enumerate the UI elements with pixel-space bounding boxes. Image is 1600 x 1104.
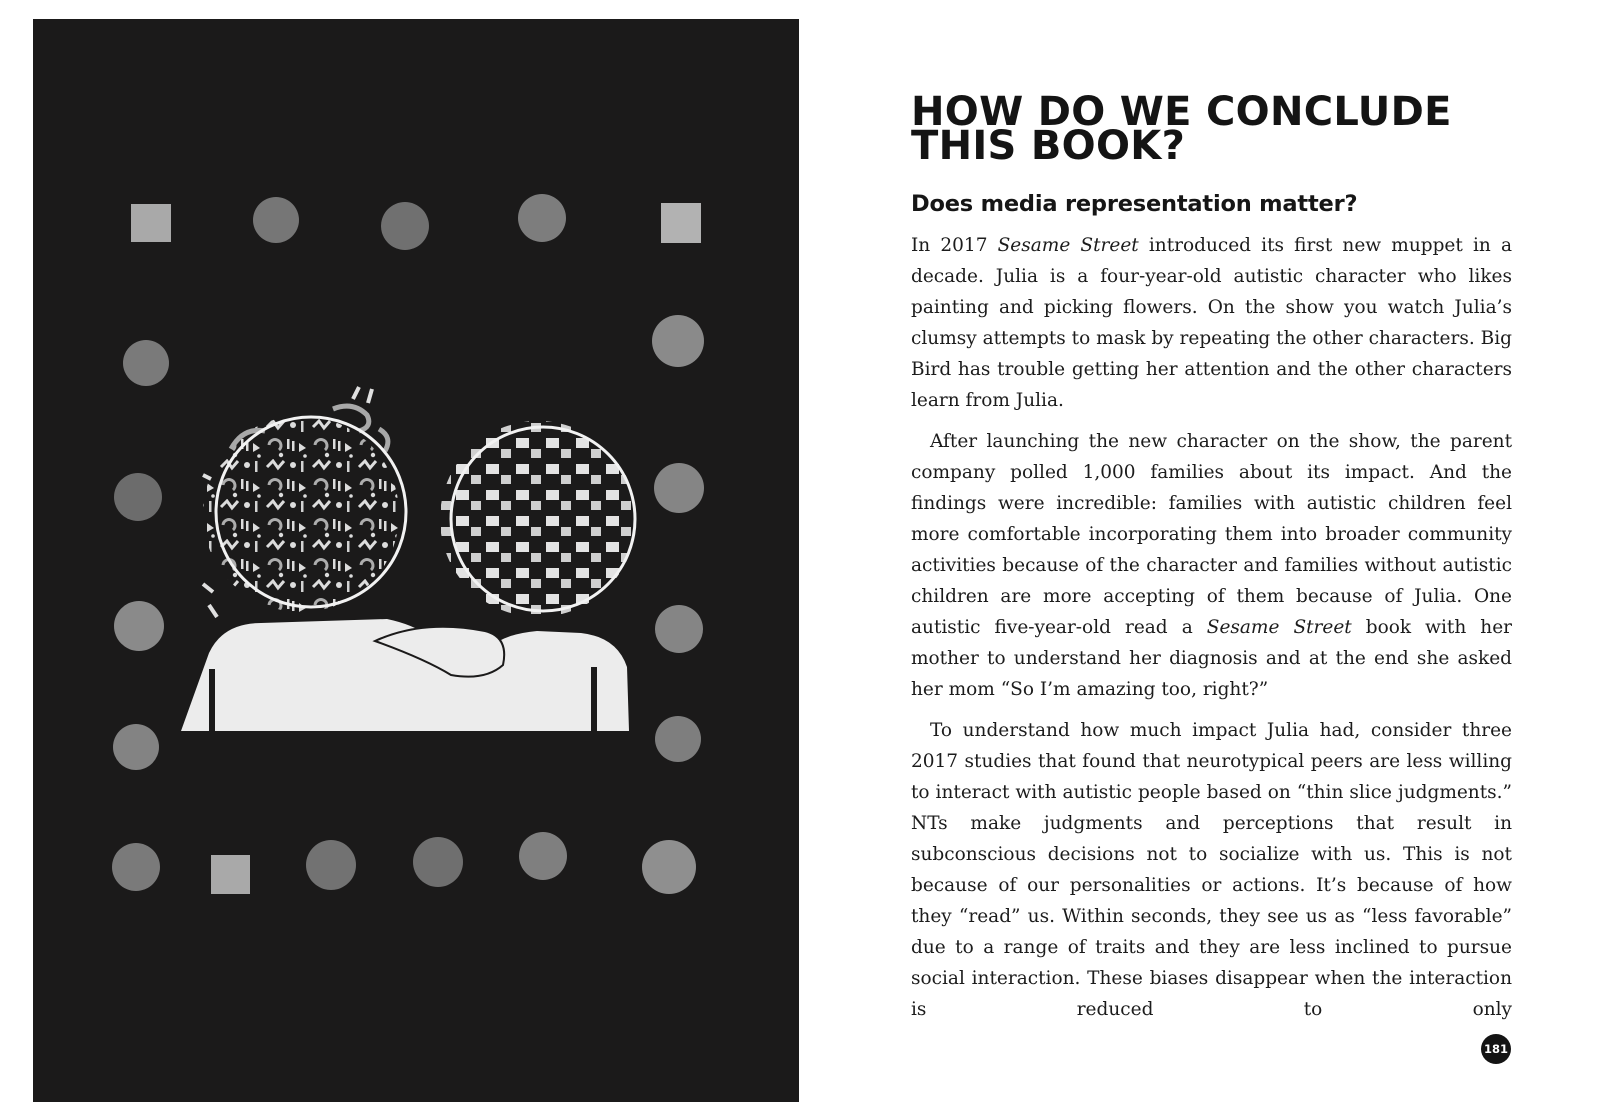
gray-dot	[654, 463, 704, 513]
gray-dot	[413, 837, 463, 887]
left-figure-head	[203, 387, 406, 617]
gray-dot	[655, 605, 703, 653]
gray-dot	[112, 843, 160, 891]
gray-dot	[518, 194, 566, 242]
gray-dot	[114, 601, 164, 651]
gray-dot	[519, 832, 567, 880]
gray-square	[211, 855, 250, 894]
gray-dot	[253, 197, 299, 243]
gray-dot	[123, 340, 169, 386]
chapter-title-line: THIS BOOK?	[911, 123, 1186, 169]
body-paragraph	[911, 426, 1512, 705]
right-figure-head	[440, 421, 636, 617]
body-paragraph: To understand how much impact Julia had, consider three 2017 studies that found that neurotypical peers are less willing to interact with autistic people based on “thin slice judgments.” NTs make judgments and perceptions that result in subconscious decisions not to socialize with us. This is not because of our personalities or actions. It’s because of how they “read” us. Within seconds, they see us as “less favorable” due to a range of traits and they are less inclined to pursue social interaction. These biases disappear when the interaction is reduced to only	[911, 720, 1512, 1020]
page-number-badge: 181	[1481, 1034, 1511, 1064]
gray-dot	[306, 840, 356, 890]
body-paragraph	[911, 230, 1512, 416]
show-title: Sesame Street	[997, 235, 1139, 256]
gray-square	[661, 203, 701, 243]
chapter-title	[911, 89, 1512, 169]
gray-dot	[652, 315, 704, 367]
paragraph-text: introduced its first new muppet in a decade. Julia is a four-year-old autistic character who likes painting and picking flowers. On the show you watch Julia’s clumsy attempts to mask by repeating the other characters. Big Bird has trouble getting her attention and the other characters learn from Julia.	[911, 235, 1512, 411]
gray-dot	[114, 473, 162, 521]
illustration-panel	[33, 19, 799, 1102]
gray-dot	[655, 716, 701, 762]
figures-bodies	[181, 619, 629, 731]
section-heading: Does media representation matter?	[911, 191, 1358, 217]
chapter-title-line: HOW DO WE CONCLUDE	[911, 89, 1452, 135]
paragraph-text: book with her mother to understand her diagnosis and at the end she asked her mom “So I’m amazing too, right?”	[911, 617, 1512, 700]
gray-dot	[113, 724, 159, 770]
paragraph-text: After launching the new character on the show, the parent company polled 1,000 families about its impact. And the findings were incredible: families with autistic children feel more comfortable incorporating them into broader community activities because of the character and families without autistic children are more accepting of them because of Julia. One autistic five-year-old read a	[911, 431, 1512, 638]
show-title: Sesame Street	[1206, 617, 1352, 638]
gray-dot	[381, 202, 429, 250]
text-page	[911, 89, 1512, 1025]
gray-square	[131, 204, 171, 242]
illustration	[33, 19, 799, 1102]
paragraph-text: In 2017	[911, 235, 998, 256]
gray-dot	[642, 840, 696, 894]
